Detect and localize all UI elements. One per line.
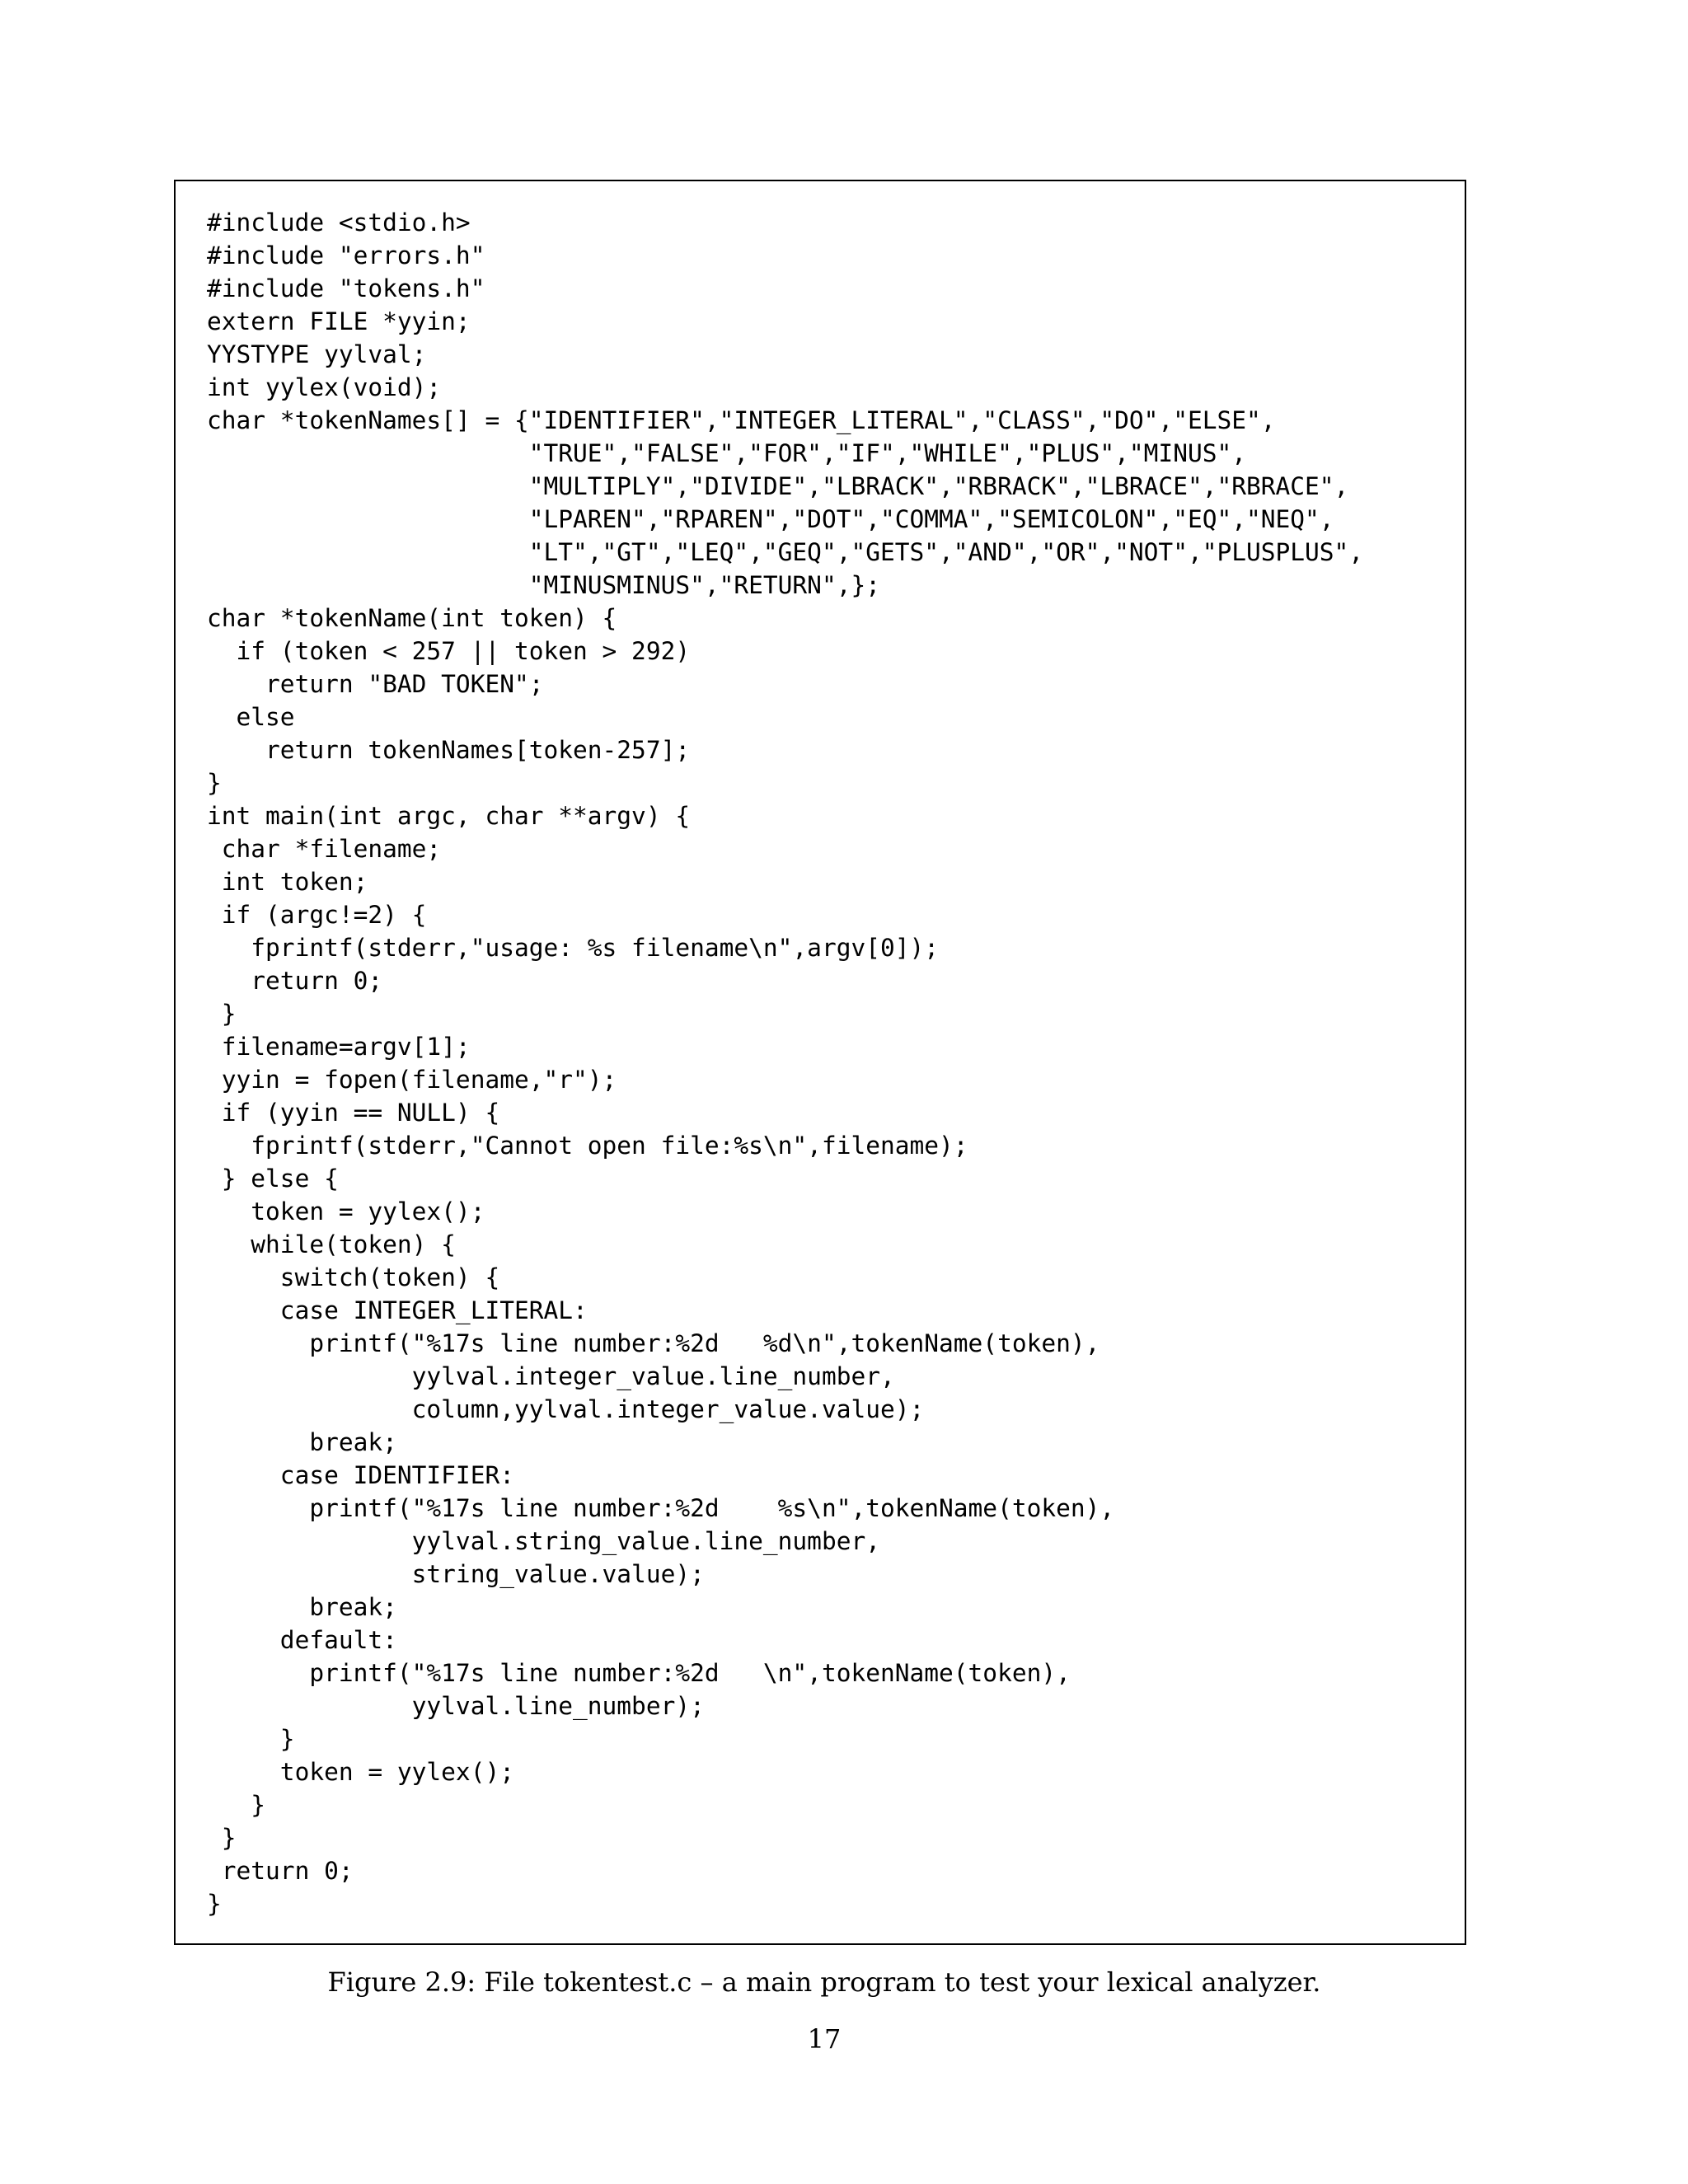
code-line: case INTEGER_LITERAL: xyxy=(207,1296,588,1324)
code-line: return tokenNames[token-257]; xyxy=(207,736,691,764)
code-line: "TRUE","FALSE","FOR","IF","WHILE","PLUS","MINUS", xyxy=(207,439,1246,467)
code-line: if (yyin == NULL) { xyxy=(207,1099,500,1127)
code-line: "MULTIPLY","DIVIDE","LBRACK","RBRACK","LBRACE","RBRACE", xyxy=(207,472,1349,500)
code-line: int main(int argc, char **argv) { xyxy=(207,802,691,830)
code-listing xyxy=(207,206,1363,1920)
code-line: default: xyxy=(207,1626,397,1654)
code-line: return "BAD TOKEN"; xyxy=(207,670,544,698)
code-line: "LT","GT","LEQ","GEQ","GETS","AND","OR","NOT","PLUSPLUS", xyxy=(207,538,1364,566)
code-line: char *tokenName(int token) { xyxy=(207,604,617,632)
code-line: char *tokenNames[] = {"IDENTIFIER","INTEGER_LITERAL","CLASS","DO","ELSE", xyxy=(207,406,1276,434)
code-line: else xyxy=(207,703,295,731)
page-number: 17 xyxy=(807,2023,842,2055)
code-line: yylval.string_value.line_number, xyxy=(207,1527,880,1555)
code-line: } xyxy=(207,1824,237,1852)
code-line: } xyxy=(207,769,222,797)
code-line: case IDENTIFIER: xyxy=(207,1461,514,1489)
code-line: break; xyxy=(207,1428,397,1456)
code-line: token = yylex(); xyxy=(207,1197,485,1226)
code-line: fprintf(stderr,"usage: %s filename\n",argv[0]); xyxy=(207,934,940,962)
code-line: token = yylex(); xyxy=(207,1758,514,1786)
code-line: #include <stdio.h> xyxy=(207,209,471,237)
code-line: break; xyxy=(207,1593,397,1621)
code-line: } xyxy=(207,1791,266,1819)
code-line: yyin = fopen(filename,"r"); xyxy=(207,1066,617,1094)
code-line: } xyxy=(207,1000,237,1028)
code-line: int token; xyxy=(207,868,368,896)
code-line: "LPAREN","RPAREN","DOT","COMMA","SEMICOLON","EQ","NEQ", xyxy=(207,505,1334,533)
code-line: yylval.integer_value.line_number, xyxy=(207,1362,895,1390)
code-line: YYSTYPE yylval; xyxy=(207,340,427,368)
code-line: } xyxy=(207,1890,222,1918)
code-line: filename=argv[1]; xyxy=(207,1033,471,1061)
code-line: extern FILE *yyin; xyxy=(207,307,471,335)
code-line: #include "tokens.h" xyxy=(207,274,485,302)
code-line: return 0; xyxy=(207,1857,354,1885)
code-line: int yylex(void); xyxy=(207,373,442,401)
code-line: #include "errors.h" xyxy=(207,241,485,269)
code-line: if (argc!=2) { xyxy=(207,901,427,929)
code-line: printf("%17s line number:%2d \n",tokenName(token), xyxy=(207,1659,1071,1687)
code-line: yylval.line_number); xyxy=(207,1692,705,1720)
code-line: if (token < 257 || token > 292) xyxy=(207,637,691,665)
code-line: fprintf(stderr,"Cannot open file:%s\n",filename); xyxy=(207,1132,968,1160)
code-line: printf("%17s line number:%2d %s\n",tokenName(token), xyxy=(207,1494,1115,1522)
code-line: switch(token) { xyxy=(207,1263,500,1291)
code-line: } xyxy=(207,1725,295,1753)
code-line: while(token) { xyxy=(207,1230,456,1258)
code-line: } else { xyxy=(207,1165,339,1193)
code-line: char *filename; xyxy=(207,835,442,863)
code-line: column,yylval.integer_value.value); xyxy=(207,1395,925,1423)
code-line: string_value.value); xyxy=(207,1560,705,1588)
code-line: printf("%17s line number:%2d %d\n",tokenName(token), xyxy=(207,1329,1100,1357)
code-listing-frame xyxy=(174,180,1466,1945)
figure-caption: Figure 2.9: File tokentest.c – a main program to test your lexical analyzer. xyxy=(327,1966,1321,1998)
code-line: return 0; xyxy=(207,967,383,995)
code-line: "MINUSMINUS","RETURN",}; xyxy=(207,571,880,599)
